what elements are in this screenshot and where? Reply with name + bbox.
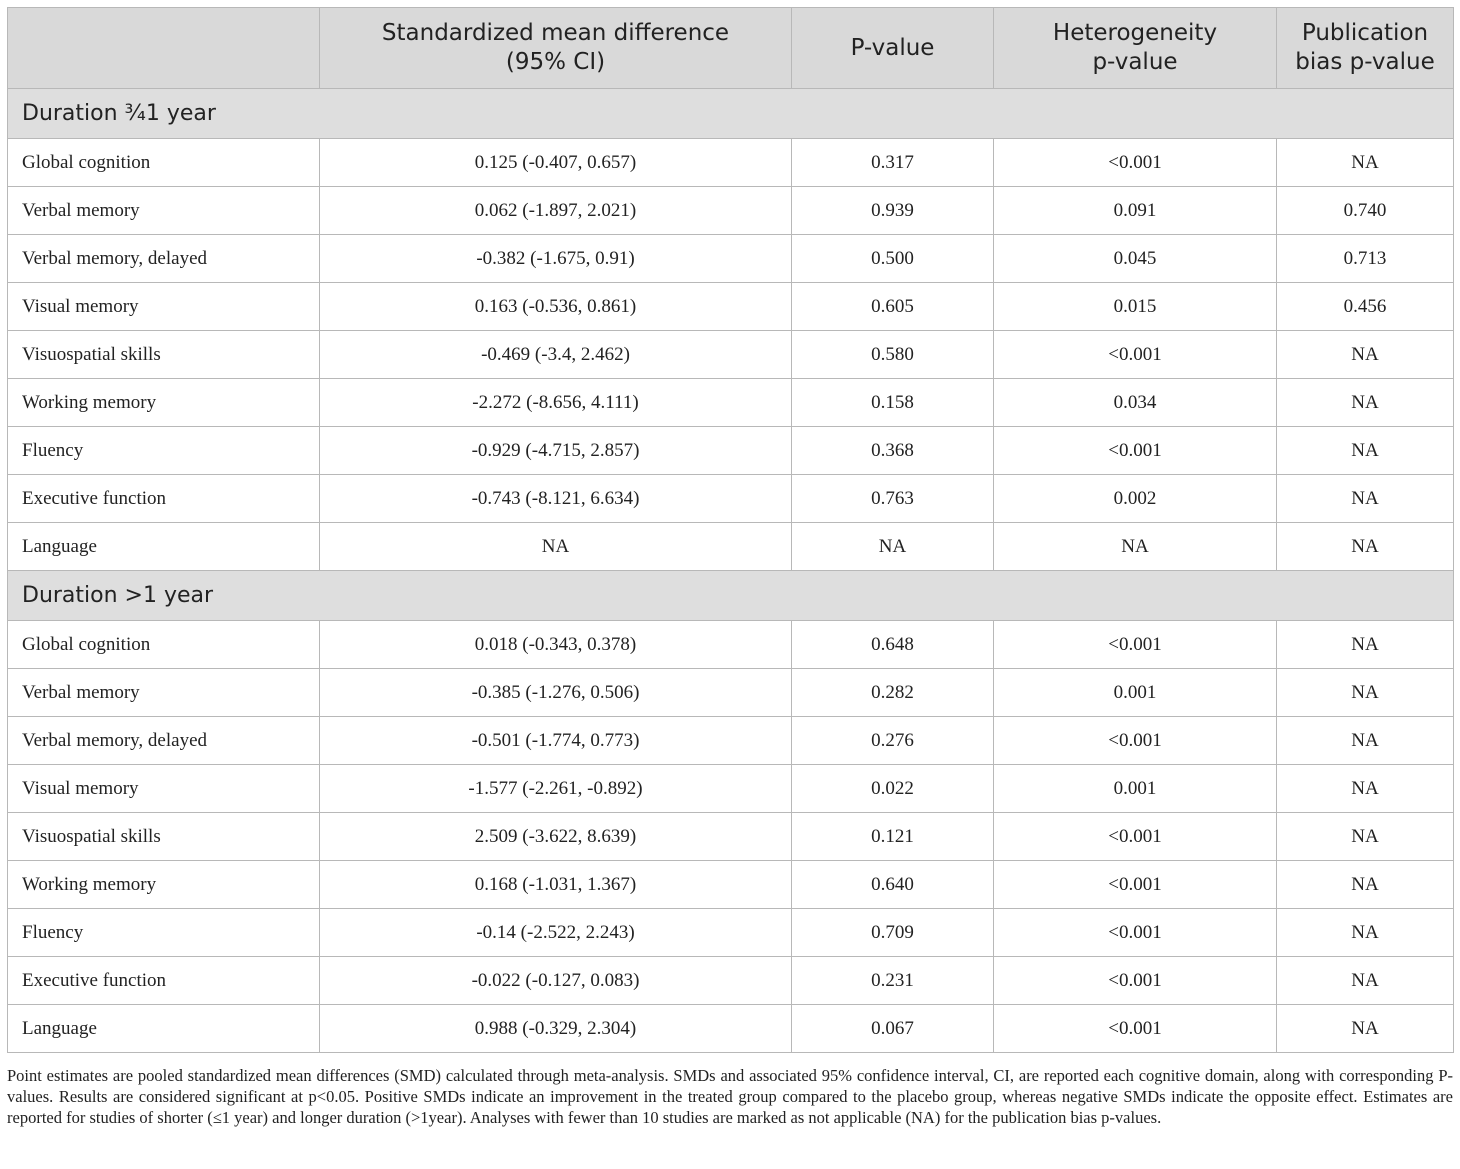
cell-smd: -0.469 (-3.4, 2.462) xyxy=(320,331,792,379)
table-row xyxy=(8,861,1454,909)
table-body xyxy=(8,89,1454,1053)
cell-p-value: NA xyxy=(792,523,994,571)
cell-publication-bias: NA xyxy=(1277,717,1454,765)
header-domain xyxy=(8,8,320,89)
cell-publication-bias: NA xyxy=(1277,427,1454,475)
table-row xyxy=(8,813,1454,861)
cell-heterogeneity: <0.001 xyxy=(994,621,1277,669)
table-footnote: Point estimates are pooled standardized mean differences (SMD) calculated through meta-analysis. SMDs and associated 95% confidence interval, CI, are reported each cognitive domain, along with corresponding P-values. Results are considered significant at p<0.05. Positive SMDs indicate an improvement in the treated group compared to the placebo group, whereas negative SMDs indicate the opposite effect. Estimates are reported for studies of shorter (≤1 year) and longer duration (>1year). Analyses with fewer than 10 studies are marked as not applicable (NA) for the publication bias p-values. xyxy=(7,1066,1453,1127)
results-table xyxy=(7,7,1454,1053)
cell-domain: Visual memory xyxy=(8,283,320,331)
cell-heterogeneity: 0.015 xyxy=(994,283,1277,331)
cell-publication-bias: NA xyxy=(1277,379,1454,427)
table-row xyxy=(8,957,1454,1005)
cell-p-value: 0.121 xyxy=(792,813,994,861)
cell-smd: -0.022 (-0.127, 0.083) xyxy=(320,957,792,1005)
header-row xyxy=(8,8,1454,89)
header-smd-line1: Standardized mean difference xyxy=(381,20,730,46)
cell-p-value: 0.709 xyxy=(792,909,994,957)
table-row xyxy=(8,669,1454,717)
cell-heterogeneity: 0.045 xyxy=(994,235,1277,283)
cell-smd: -0.14 (-2.522, 2.243) xyxy=(320,909,792,957)
cell-heterogeneity: 0.002 xyxy=(994,475,1277,523)
cell-heterogeneity: <0.001 xyxy=(994,957,1277,1005)
header-het-line1: Heterogeneity xyxy=(1052,20,1218,46)
cell-p-value: 0.368 xyxy=(792,427,994,475)
cell-smd: -0.929 (-4.715, 2.857) xyxy=(320,427,792,475)
section-header-row xyxy=(8,571,1454,621)
cell-smd: NA xyxy=(320,523,792,571)
cell-heterogeneity: <0.001 xyxy=(994,813,1277,861)
cell-publication-bias: NA xyxy=(1277,139,1454,187)
cell-heterogeneity: <0.001 xyxy=(994,909,1277,957)
table-row xyxy=(8,621,1454,669)
cell-publication-bias: 0.713 xyxy=(1277,235,1454,283)
cell-p-value: 0.640 xyxy=(792,861,994,909)
cell-domain: Executive function xyxy=(8,475,320,523)
cell-p-value: 0.276 xyxy=(792,717,994,765)
cell-domain: Working memory xyxy=(8,379,320,427)
table-row xyxy=(8,909,1454,957)
cell-domain: Executive function xyxy=(8,957,320,1005)
cell-smd: 0.125 (-0.407, 0.657) xyxy=(320,139,792,187)
cell-smd: -2.272 (-8.656, 4.111) xyxy=(320,379,792,427)
table-row xyxy=(8,379,1454,427)
cell-p-value: 0.580 xyxy=(792,331,994,379)
cell-domain: Working memory xyxy=(8,861,320,909)
cell-smd: 0.163 (-0.536, 0.861) xyxy=(320,283,792,331)
cell-publication-bias: NA xyxy=(1277,621,1454,669)
cell-domain: Global cognition xyxy=(8,139,320,187)
cell-heterogeneity: <0.001 xyxy=(994,427,1277,475)
cell-heterogeneity: <0.001 xyxy=(994,139,1277,187)
cell-publication-bias: NA xyxy=(1277,331,1454,379)
header-heterogeneity xyxy=(994,8,1277,89)
cell-publication-bias: NA xyxy=(1277,909,1454,957)
header-smd-line2: (95% CI) xyxy=(505,49,606,75)
cell-smd: 0.062 (-1.897, 2.021) xyxy=(320,187,792,235)
table-row xyxy=(8,235,1454,283)
table-row xyxy=(8,717,1454,765)
cell-smd: 0.988 (-0.329, 2.304) xyxy=(320,1005,792,1053)
table-row xyxy=(8,331,1454,379)
cell-smd: -1.577 (-2.261, -0.892) xyxy=(320,765,792,813)
cell-domain: Verbal memory, delayed xyxy=(8,717,320,765)
cell-publication-bias: NA xyxy=(1277,813,1454,861)
table-row xyxy=(8,427,1454,475)
cell-p-value: 0.022 xyxy=(792,765,994,813)
header-het-line2: p-value xyxy=(1092,49,1178,75)
cell-smd: 0.018 (-0.343, 0.378) xyxy=(320,621,792,669)
header-pub-line2: bias p-value xyxy=(1295,49,1435,75)
cell-publication-bias: NA xyxy=(1277,669,1454,717)
header-publication-bias xyxy=(1277,8,1454,89)
cell-heterogeneity: <0.001 xyxy=(994,717,1277,765)
cell-heterogeneity: 0.001 xyxy=(994,765,1277,813)
header-p-value: P-value xyxy=(792,8,994,89)
header-smd xyxy=(320,8,792,89)
cell-smd: -0.382 (-1.675, 0.91) xyxy=(320,235,792,283)
cell-domain: Global cognition xyxy=(8,621,320,669)
cell-domain: Fluency xyxy=(8,427,320,475)
cell-publication-bias: NA xyxy=(1277,861,1454,909)
table-row xyxy=(8,139,1454,187)
cell-p-value: 0.648 xyxy=(792,621,994,669)
cell-smd: 0.168 (-1.031, 1.367) xyxy=(320,861,792,909)
section-title: Duration ¾1 year xyxy=(8,89,1454,139)
cell-domain: Visual memory xyxy=(8,765,320,813)
cell-domain: Visuospatial skills xyxy=(8,331,320,379)
cell-publication-bias: NA xyxy=(1277,475,1454,523)
cell-p-value: 0.231 xyxy=(792,957,994,1005)
cell-publication-bias: 0.740 xyxy=(1277,187,1454,235)
cell-publication-bias: 0.456 xyxy=(1277,283,1454,331)
cell-heterogeneity: 0.034 xyxy=(994,379,1277,427)
cell-smd: -0.385 (-1.276, 0.506) xyxy=(320,669,792,717)
cell-smd: -0.501 (-1.774, 0.773) xyxy=(320,717,792,765)
table-row xyxy=(8,187,1454,235)
cell-domain: Language xyxy=(8,523,320,571)
cell-heterogeneity: <0.001 xyxy=(994,861,1277,909)
cell-p-value: 0.763 xyxy=(792,475,994,523)
cell-publication-bias: NA xyxy=(1277,523,1454,571)
cell-p-value: 0.067 xyxy=(792,1005,994,1053)
cell-publication-bias: NA xyxy=(1277,1005,1454,1053)
cell-domain: Language xyxy=(8,1005,320,1053)
table-row xyxy=(8,523,1454,571)
cell-domain: Verbal memory xyxy=(8,669,320,717)
section-title: Duration >1 year xyxy=(8,571,1454,621)
table-row xyxy=(8,1005,1454,1053)
table-row xyxy=(8,765,1454,813)
cell-heterogeneity: NA xyxy=(994,523,1277,571)
cell-publication-bias: NA xyxy=(1277,765,1454,813)
cell-p-value: 0.158 xyxy=(792,379,994,427)
cell-heterogeneity: 0.091 xyxy=(994,187,1277,235)
cell-p-value: 0.939 xyxy=(792,187,994,235)
cell-heterogeneity: <0.001 xyxy=(994,1005,1277,1053)
cell-heterogeneity: 0.001 xyxy=(994,669,1277,717)
cell-heterogeneity: <0.001 xyxy=(994,331,1277,379)
cell-p-value: 0.282 xyxy=(792,669,994,717)
cell-domain: Verbal memory xyxy=(8,187,320,235)
cell-domain: Visuospatial skills xyxy=(8,813,320,861)
cell-smd: -0.743 (-8.121, 6.634) xyxy=(320,475,792,523)
cell-p-value: 0.605 xyxy=(792,283,994,331)
table-row xyxy=(8,475,1454,523)
table-row xyxy=(8,283,1454,331)
cell-domain: Fluency xyxy=(8,909,320,957)
cell-smd: 2.509 (-3.622, 8.639) xyxy=(320,813,792,861)
cell-p-value: 0.500 xyxy=(792,235,994,283)
header-pub-line1: Publication xyxy=(1301,20,1429,46)
cell-domain: Verbal memory, delayed xyxy=(8,235,320,283)
cell-p-value: 0.317 xyxy=(792,139,994,187)
section-header-row xyxy=(8,89,1454,139)
cell-publication-bias: NA xyxy=(1277,957,1454,1005)
